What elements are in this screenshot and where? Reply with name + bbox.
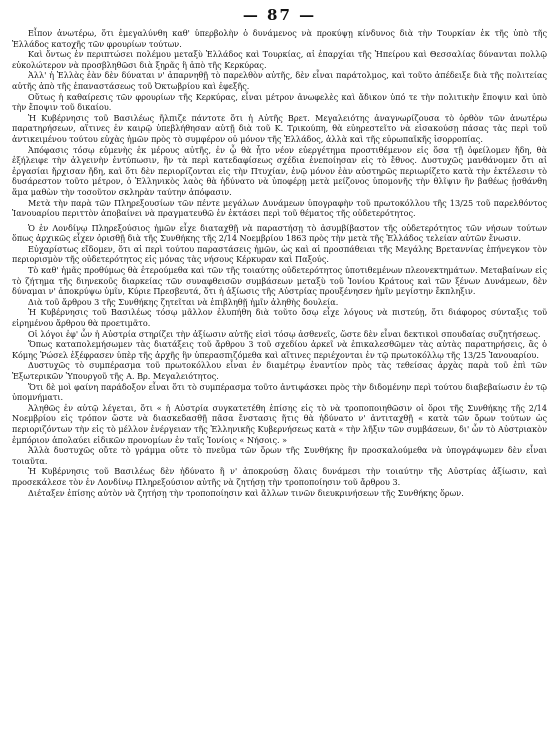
paragraph: Οὕτως ἡ καθαίρεσις τῶν φρουρίων τῆς Κερκύρας, εἶναι μέτρον ἀνωφελὲς καὶ ἄδικον ὑπό τε τὴν πολιτικὴν ἔποψιν καὶ ὑπὸ τὴν ἔποψιν τοῦ δικαίου. — [12, 91, 547, 113]
paragraph: Ὁ ἐν Λονδίνῳ Πληρεξούσιος ἡμῶν εἶχε διαταχθῇ νὰ παραστήσῃ τὸ ἀσυμβίβαστον τῆς οὐδετερότητος τῶν νήσων τούτων ὅπως ἀρχικῶς εἶχεν ὁρισθῇ διὰ τῆς Συνθήκης τῆς 2/14 Νοεμβρίου 1863 πρὸς τὴν μετὰ τῆς Ἑλλάδος τελείαν αὐτῶν ἕνωσιν. — [12, 222, 547, 244]
paragraph: Δυστυχῶς τὸ συμπέρασμα τοῦ πρωτοκόλλου εἶναι ἐν διαμέτρῳ ἐναντίον πρὸς τὰς τεθείσας ἀρχὰς παρὰ τοῦ ἐπὶ τῶν Ἐξωτερικῶν Ὑπουργοῦ τῆς Α. Βρ. Μεγαλειότητος. — [12, 360, 547, 381]
paragraph: Ἀπόφασις τόσῳ εὐμενὴς ἐκ μέρους αὐτῆς, ἐν ᾧ θὰ ἦτο νέον εὐεργέτημα προστιθέμενον εἰς ὅσα τῇ ὀφείλομεν ἤδη, θὰ ἐξήλειφε τὴν ἀλγεινὴν ἐντύπωσιν, ἣν τὰ περὶ κατεδαφίσεως σχέδια ἐνεποίησαν εἰς τὸ ἔθνος. Δυστυχῶς μανθάνομεν ὅτι αἱ ἐργασίαι ἤρχισαν ἤδη, καὶ ὅτι δὲν περιορίζονται εἰς τὴν Πτυχίαν, ἐνῷ μόνον ἐὰν αὐστηρῶς περιωρίζετο κατὰ τὴν ἐκτέλεσιν τὸ δυσάρεστον τοῦτο μέτρον, ὁ Ἑλληνικὸς λαὸς θὰ ἠδύνατο νὰ ὑποφέρῃ μετὰ μείζονος ὑπομονῆς τὴν θλῖψιν ἣν βαθέως ᾐσθάνθη ἅμα μαθὼν τὴν τοσοῦτον σκληρὰν ταύτην ἀπόφασιν. — [12, 144, 547, 197]
page-number: — 87 — — [242, 6, 317, 24]
paragraph: Τὸ καθ' ἡμᾶς προθύμως θὰ ἐτερούμεθα καὶ τῶν τῆς τοιαύτης οὐδετερότητος ὑποτιθεμένων πλεονεκτημάτων. Μεταβαίνων εἰς τὸ ζήτημα τῆς διηνεκοῦς διαρκείας τῶν συναφθεισῶν συμβάσεων μεταξὺ τοῦ Ἰονίου Κράτους καὶ τῶν ξένων Δυνάμεων, δὲν δύναμαι ν' ἀποκρύψω ὑμῖν, Κύριε Πρεσβευτά, ὅτι ἡ ἀξίωσις τῆς Αὐστρίας προυξένησεν ἡμῖν μεγίστην ἔκπληξιν. — [12, 265, 547, 297]
paragraph: Ἡ Κυβέρνησις τοῦ Βασιλέως ἤλπιζε πάντοτε ὅτι ἡ Αὐτῆς Βρετ. Μεγαλειότης ἀναγνωρίζουσα τὸ ὀρθὸν τῶν ἀνωτέρω παρατηρήσεων, αἵτινες ἐν καιρῷ ὑπεβλήθησαν αὐτῇ διὰ τοῦ Κ. Τρικούπη, θὰ εὐηρεστεῖτο νὰ εἰσακούσῃ πάσας τὰς περὶ τοῦ ἀντικειμένου τούτου εὐχὰς ἡμῶν πρὸς τὸ συμφέρον οὐ μόνον τῆς Ἑλλάδος, ἀλλὰ καὶ τῆς εὐρωπαϊκῆς ἰσορροπίας. — [12, 112, 547, 144]
paragraph: Ἀληθῶς ἐν αὐτῷ λέγεται, ὅτι « ἡ Αὐστρία συγκατετέθη ἐπίσης εἰς τὸ νὰ τροποποιηθῶσιν οἱ ὅροι τῆς Συνθήκης τῆς 2/14 Νοεμβρίου εἰς τρόπον ὥστε νὰ διασκεδασθῇ πᾶσα ἔνστασις ἥτις θὰ ἠδύνατο ν' ἀντιταχθῇ « κατὰ τῶν ὅρων τούτων ὡς περιοριζόντων τὴν εἰς τὸ μέλλον ἐνέργειαν τῆς Ἑλληνικῆς Κυβερνήσεως κατὰ « τὴν λῆξιν τῶν συμβάσεων, δι' ὧν τὸ Αὐστριακὸν ἐμπόριον ἀπολαύει εἰδικῶν προνομίων ἐν ταῖς Ἰονίοις « Νήσοις. » — [12, 402, 547, 445]
paragraph: Διὰ τοῦ ἄρθρου 3 τῆς Συνθήκης ζητεῖται νὰ ἐπιβληθῇ ἡμῖν ἀληθὴς δουλεία. — [28, 296, 339, 307]
paragraph: Διέταξεν ἐπίσης αὐτὸν νὰ ζητήσῃ τὴν τροποποίησιν καὶ ἄλλων τινῶν διευκρινήσεων τῆς Συνθήκης ὅρων. — [28, 487, 464, 498]
paragraph: Εὐχαρίστως εἴδομεν, ὅτι αἱ περὶ τούτου παραστάσεις ἡμῶν, ὡς καὶ αἱ προσπάθειαι τῆς Μεγάλης Βρεταννίας ἐπήνεγκον τὸν περιορισμὸν τῆς οὐδετερότητος εἰς μόνας τὰς νήσους Κέρκυραν καὶ Παξούς. — [12, 243, 547, 265]
paragraph: Ἡ Κυβέρνησις τοῦ Βασιλέως δὲν ἠδύνατο ἢ ν' ἀποκρούσῃ ὅλαις δυνάμεσι τὴν τοιαύτην τῆς Αὐστρίας ἀξίωσιν, καὶ προσεκάλεσε τὸν ἐν Λονδίνῳ Πληρεξούσιον αὐτῆς νὰ ζητήσῃ τὴν τροποποίησιν τοῦ ἄρθρου 3. — [12, 466, 547, 487]
paragraph: Εἶπον ἀνωτέρω, ὅτι ἐμεγαλύνθη καθ' ὑπερβολὴν ὁ δυνάμενος νὰ προκύψῃ κίνδυνος διὰ τὴν Τουρκίαν ἐκ τῆς ὑπὸ τῆς Ἑλλάδος κατοχῆς τῶν φρουρίων τούτων. — [12, 28, 547, 49]
document-body — [12, 28, 547, 498]
paragraph: Ἀλλ' ἡ Ἑλλὰς ἐὰν δὲν δύναται ν' ἀπαρνηθῇ τὸ παρελθὸν αὐτῆς, δὲν εἶναι παράτολμος, καὶ τοῦτο ἀπέδειξε διὰ τῆς πολιτείας αὐτῆς ἀπὸ τῆς ἐπαναστάσεως τοῦ Ὀκτωβρίου καὶ ἐφεξῆς. — [12, 70, 547, 91]
paragraph: Ἡ Κυβέρνησις τοῦ Βασιλέως τόσῳ μᾶλλον ἐλυπήθη διὰ τοῦτο ὅσῳ εἶχε λόγους νὰ πιστεύῃ, ὅτι διάφορος σύνταξις τοῦ εἰρημένου ἄρθρου θὰ προετιμᾶτο. — [12, 307, 547, 329]
paragraph: Μετὰ τὴν παρὰ τῶν Πληρεξουσίων τῶν πέντε μεγάλων Δυνάμεων ὑπογραφὴν τοῦ πρωτοκόλλου τῆς 13/25 τοῦ παρελθόντος Ἰανουαρίου περιττὸν ἀποβαίνει νὰ πραγματευθῶ ἐν ἐκτάσει περὶ τοῦ θέματος τῆς οὐδετερότητος. — [12, 197, 547, 219]
paragraph: Ἀλλὰ δυστυχῶς οὔτε τὸ γράμμα οὔτε τὸ πνεῦμα τῶν ὅρων τῆς Συνθήκης ἣν προσκαλούμεθα νὰ ὑπογράψωμεν δὲν εἶναι τοιαῦτα. — [12, 445, 547, 466]
paragraph: Ὅτι δὲ μοὶ φαίνη παράδοξον εἶναι ὅτι τὸ συμπέρασμα τοῦτο ἀντιφάσκει πρὸς τὴν διδομένην περὶ τούτου διαβεβαίωσιν ἐν τῷ ὑπομνήματι. — [12, 381, 547, 403]
paragraph: Καὶ ὄντως ἐν περιπτώσει πολέμου μεταξὺ Ἑλλάδος καὶ Τουρκίας, αἱ ἐπαρχίαι τῆς Ἠπείρου καὶ Θεσσαλίας δύνανται πολλῷ εὐκολώτερον νὰ προσβληθῶσι διὰ ξηρᾶς ἢ ἀπὸ τῆς Κερκύρας. — [12, 49, 547, 70]
paragraph: Οἱ λόγοι ἐφ' ὧν ἡ Αὐστρία στηρίζει τὴν ἀξίωσιν αὐτῆς εἰσὶ τόσῳ ἀσθενεῖς, ὥστε δὲν εἶναι δεκτικοὶ σπουδαίας συζητήσεως. — [28, 328, 541, 339]
paragraph: Ὅπως καταπολεμήσωμεν τὰς διατάξεις τοῦ ἄρθρου 3 τοῦ σχεδίου ἀρκεῖ νὰ ἐπικαλεσθῶμεν τὰς αὐτὰς παρατηρήσεις, ἃς ὁ Κόμης Ῥώσελ ἐξέφρασεν ὑπὲρ τῆς ἀρχῆς ἣν ὑπερασπιζόμεθα καὶ αἵτινες περιέχονται ἐν τῷ πρωτοκόλλῳ τῆς 13/25 Ἰανουαρίου. — [12, 339, 547, 360]
